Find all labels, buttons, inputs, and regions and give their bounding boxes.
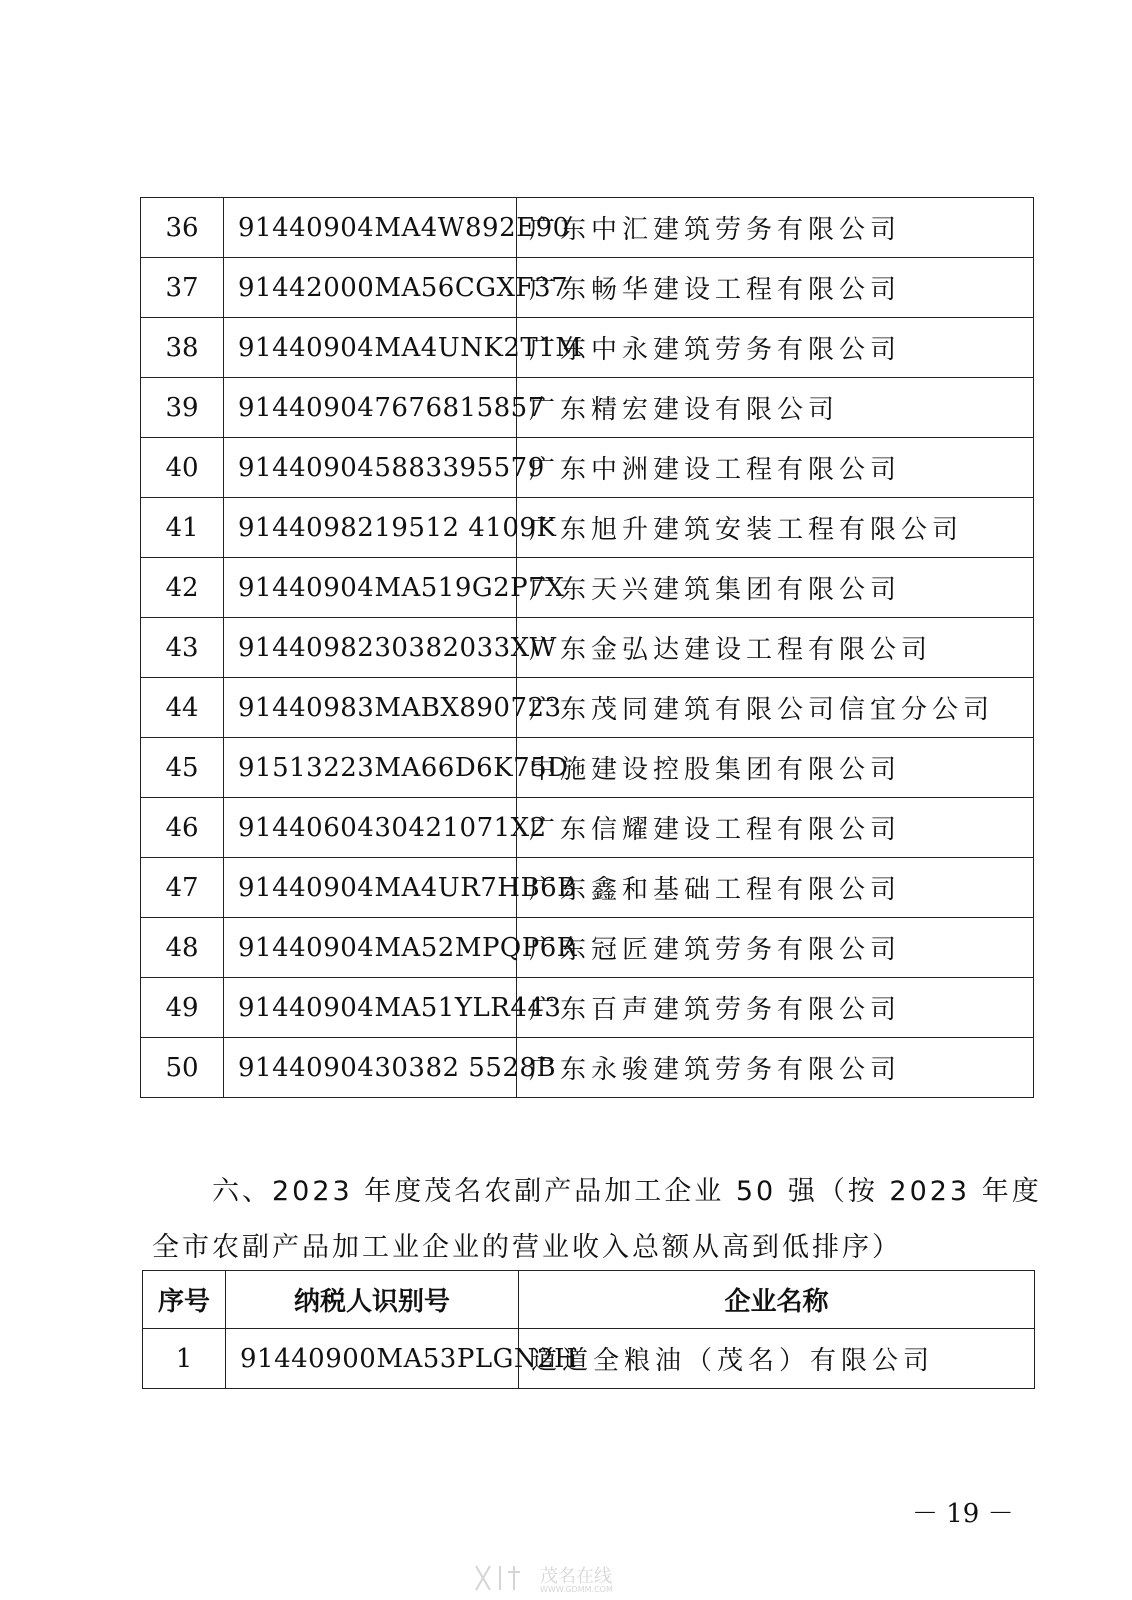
- section-heading-line1: 六、2023 年度茂名农副产品加工企业 50 强（按 2023 年度: [212, 1176, 1042, 1207]
- taxpayer-id: 91440904MA51YLR443: [224, 978, 517, 1038]
- taxpayer-id: 914409045883395579: [224, 438, 517, 498]
- taxpayer-id: 91440904MA519G2P7X: [224, 558, 517, 618]
- table-row: [141, 258, 1034, 318]
- svg-text:WWW.GDMM.COM: WWW.GDMM.COM: [540, 1585, 613, 1594]
- svg-text:茂名在线: 茂名在线: [540, 1566, 612, 1587]
- company-name: 广东畅华建设工程有限公司: [517, 258, 1034, 318]
- company-name: 广东信耀建设工程有限公司: [517, 798, 1034, 858]
- page-number: － 19 －: [912, 1499, 1014, 1529]
- header-taxpayer-id: 纳税人识别号: [226, 1271, 519, 1329]
- taxpayer-id: 91440904MA52MPQP6R: [224, 918, 517, 978]
- header-company-name: 企业名称: [519, 1271, 1035, 1329]
- table-row: [141, 198, 1034, 258]
- table-row: [141, 858, 1034, 918]
- section-heading-line2: 全市农副产品加工业企业的营业收入总额从高到低排序）: [152, 1232, 902, 1263]
- table-row: [143, 1329, 1035, 1389]
- table-row: [141, 678, 1034, 738]
- company-name: 中施建设控股集团有限公司: [517, 738, 1034, 798]
- row-number: 42: [141, 558, 224, 618]
- row-number: 48: [141, 918, 224, 978]
- site-watermark: [470, 1562, 670, 1594]
- table-row: [141, 378, 1034, 438]
- header-no: 序号: [143, 1271, 226, 1329]
- company-name: 广东旭升建筑安装工程有限公司: [517, 498, 1034, 558]
- table-row: [141, 1038, 1034, 1098]
- row-number: 44: [141, 678, 224, 738]
- row-number: 50: [141, 1038, 224, 1098]
- taxpayer-id: 9144090430382 5528B: [224, 1038, 517, 1098]
- row-number: 49: [141, 978, 224, 1038]
- taxpayer-id: 91440904MA4UNK2T1M: [224, 318, 517, 378]
- row-number: 40: [141, 438, 224, 498]
- table-row: [141, 738, 1034, 798]
- company-name: 广东中汇建筑劳务有限公司: [517, 198, 1034, 258]
- company-name: 广东中洲建设工程有限公司: [517, 438, 1034, 498]
- company-table-continued: [140, 197, 1034, 1098]
- company-name: 广东鑫和基础工程有限公司: [517, 858, 1034, 918]
- table-row: [141, 438, 1034, 498]
- row-number: 37: [141, 258, 224, 318]
- row-number: 38: [141, 318, 224, 378]
- company-name: 广东百声建筑劳务有限公司: [517, 978, 1034, 1038]
- table-row: [141, 798, 1034, 858]
- row-number: 36: [141, 198, 224, 258]
- company-name: 广东天兴建筑集团有限公司: [517, 558, 1034, 618]
- row-number: 39: [141, 378, 224, 438]
- table-row: [141, 618, 1034, 678]
- watermark-logo-icon: [470, 1562, 670, 1594]
- company-name: 广东茂同建筑有限公司信宜分公司: [517, 678, 1034, 738]
- row-number: 45: [141, 738, 224, 798]
- company-name: 广东金弘达建设工程有限公司: [517, 618, 1034, 678]
- row-number: 47: [141, 858, 224, 918]
- taxpayer-id: 9144098219512 4109K: [224, 498, 517, 558]
- company-name: 广东精宏建设有限公司: [517, 378, 1034, 438]
- taxpayer-id: 91440900MA53PLGN2H: [226, 1329, 519, 1389]
- agri-processing-table: [142, 1270, 1035, 1389]
- table-header-row: [143, 1271, 1035, 1329]
- company-name: 广东冠匠建筑劳务有限公司: [517, 918, 1034, 978]
- table-row: [141, 558, 1034, 618]
- row-number: 41: [141, 498, 224, 558]
- row-number: 43: [141, 618, 224, 678]
- taxpayer-id: 91440983MABX890723: [224, 678, 517, 738]
- company-name: 广东中永建筑劳务有限公司: [517, 318, 1034, 378]
- row-number: 1: [143, 1329, 226, 1389]
- row-number: 46: [141, 798, 224, 858]
- taxpayer-id: 914409047676815857: [224, 378, 517, 438]
- taxpayer-id: 91442000MA56CGXF37: [224, 258, 517, 318]
- table-row: [141, 918, 1034, 978]
- taxpayer-id: 9144098230382033XW: [224, 618, 517, 678]
- table-row: [141, 978, 1034, 1038]
- company-name: 道道全粮油（茂名）有限公司: [519, 1329, 1035, 1389]
- taxpayer-id: 9144060430421071X2: [224, 798, 517, 858]
- taxpayer-id: 91513223MA66D6K75D: [224, 738, 517, 798]
- company-name: 广东永骏建筑劳务有限公司: [517, 1038, 1034, 1098]
- taxpayer-id: 91440904MA4W892E90: [224, 198, 517, 258]
- table-row: [141, 498, 1034, 558]
- table-row: [141, 318, 1034, 378]
- taxpayer-id: 91440904MA4UR7HB6B: [224, 858, 517, 918]
